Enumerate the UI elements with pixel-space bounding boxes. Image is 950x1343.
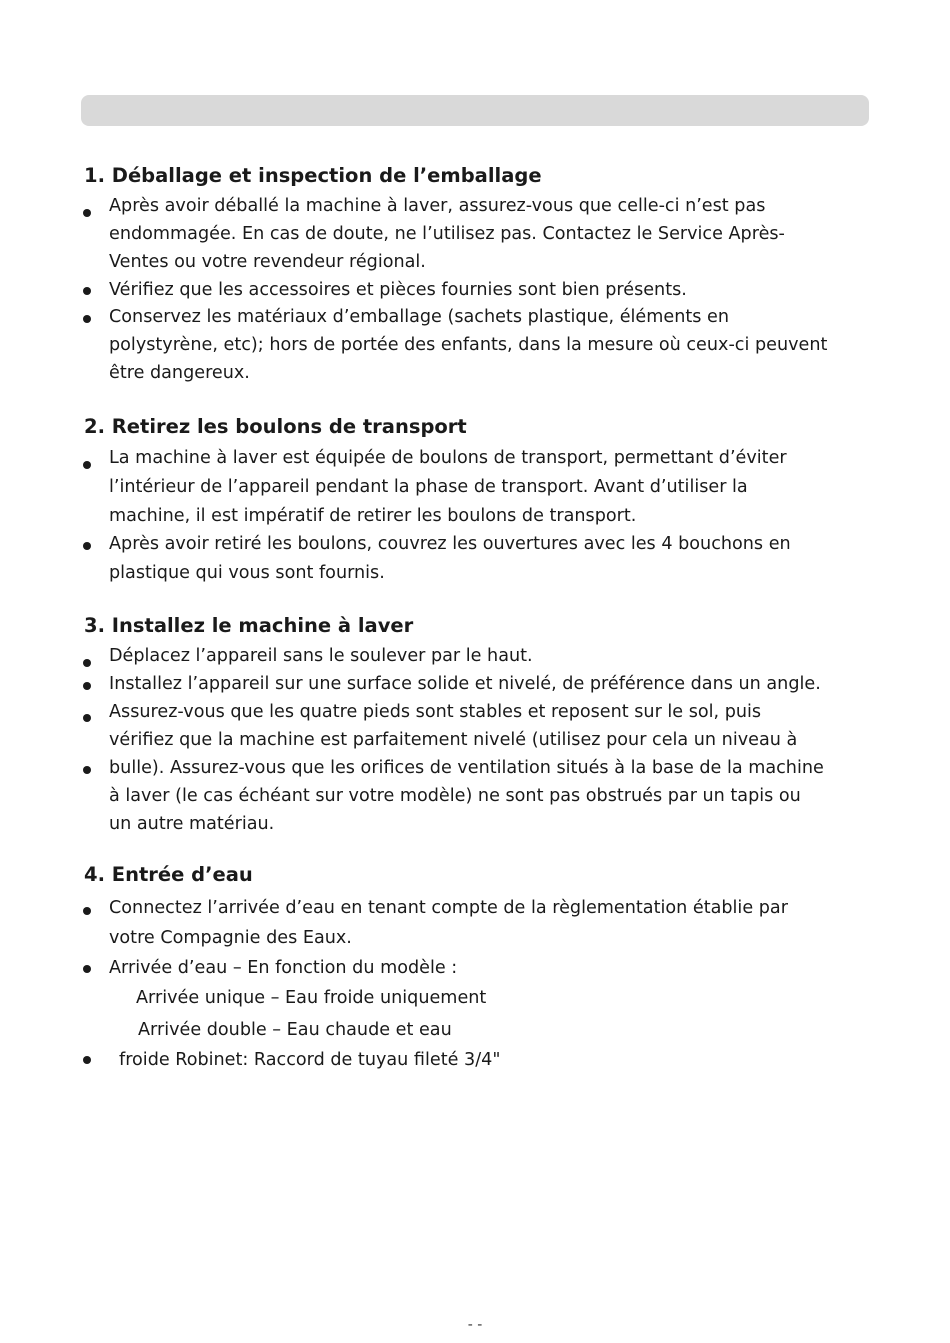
body-line: à laver (le cas échéant sur votre modèle) ne sont pas obstrués par un tapis ou [109, 786, 801, 806]
body-line: votre Compagnie des Eaux. [109, 928, 352, 948]
header-bar [81, 95, 869, 126]
bullet-icon [83, 315, 91, 323]
bullet-icon [83, 461, 91, 469]
body-line: Déplacez l’appareil sans le soulever par le haut. [109, 646, 533, 666]
body-line: Arrivée double – Eau chaude et eau [138, 1020, 452, 1040]
body-line: machine, il est impératif de retirer les boulons de transport. [109, 506, 637, 526]
bullet-icon [83, 965, 91, 973]
section-heading: 3. Installez le machine à laver [84, 614, 414, 637]
body-line: Conservez les matériaux d’emballage (sachets plastique, éléments en [109, 307, 729, 327]
bullet-icon [83, 682, 91, 690]
bullet-icon [83, 659, 91, 667]
body-line: un autre matériau. [109, 814, 275, 834]
section-heading: 4. Entrée d’eau [84, 863, 253, 886]
body-line: l’intérieur de l’appareil pendant la phase de transport. Avant d’utiliser la [109, 477, 748, 497]
body-line: Assurez-vous que les quatre pieds sont stables et reposent sur le sol, puis [109, 702, 762, 722]
body-line: Après avoir retiré les boulons, couvrez les ouvertures avec les 4 bouchons en [109, 534, 791, 554]
body-line: vérifiez que la machine est parfaitement nivelé (utilisez pour cela un niveau à [109, 730, 798, 750]
body-line: Ventes ou votre revendeur régional. [109, 252, 426, 272]
body-line: bulle). Assurez-vous que les orifices de ventilation situés à la base de la machine [109, 758, 824, 778]
bullet-icon [83, 209, 91, 217]
body-line: Connectez l’arrivée d’eau en tenant compte de la règlementation établie par [109, 898, 788, 918]
section-heading: 2. Retirez les boulons de transport [84, 415, 467, 438]
body-line: Installez l’appareil sur une surface solide et nivelé, de préférence dans un angle. [109, 674, 821, 694]
bullet-icon [83, 714, 91, 722]
body-line: être dangereux. [109, 363, 250, 383]
bullet-icon [83, 542, 91, 550]
bullet-icon [83, 287, 91, 295]
bullet-icon [83, 766, 91, 774]
body-line: endommagée. En cas de doute, ne l’utilisez pas. Contactez le Service Après- [109, 224, 785, 244]
body-line: Arrivée d’eau – En fonction du modèle : [109, 958, 458, 978]
bullet-icon [83, 907, 91, 915]
section-heading: 1. Déballage et inspection de l’emballage [84, 164, 542, 187]
body-line: Après avoir déballé la machine à laver, assurez-vous que celle-ci n’est pas [109, 196, 766, 216]
bullet-icon [83, 1056, 91, 1064]
body-line: La machine à laver est équipée de boulons de transport, permettant d’éviter [109, 448, 787, 468]
body-line: plastique qui vous sont fournis. [109, 563, 385, 583]
body-line: froide Robinet: Raccord de tuyau fileté 3/4" [119, 1050, 501, 1070]
page-number: - - [467, 1317, 483, 1333]
body-line: Vérifiez que les accessoires et pièces fournies sont bien présents. [109, 280, 687, 300]
body-line: polystyrène, etc); hors de portée des enfants, dans la mesure où ceux-ci peuvent [109, 335, 828, 355]
body-line: Arrivée unique – Eau froide uniquement [136, 988, 487, 1008]
